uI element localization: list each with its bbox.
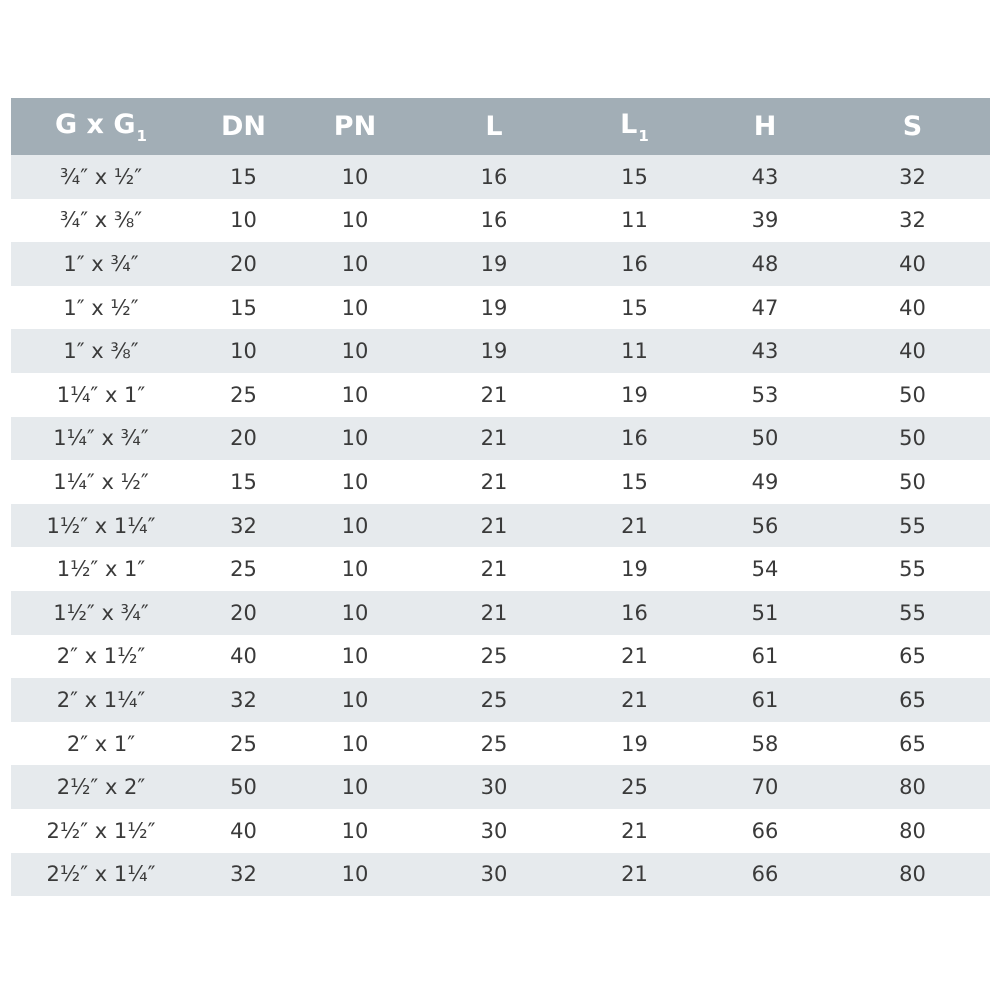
table-cell-l: 19 <box>480 295 508 320</box>
table-body <box>11 155 990 896</box>
column-header-subscript: 1 <box>638 126 649 145</box>
table-cell-l1: 21 <box>621 687 648 712</box>
table-cell-pn: 10 <box>341 775 369 800</box>
table-cell-dn: 40 <box>230 818 257 843</box>
table-cell-thread-size: 2″ x 1½″ <box>56 644 146 669</box>
table-cell-h: 43 <box>751 164 779 189</box>
table-cell-h: 47 <box>751 295 779 320</box>
table-cell-pn: 10 <box>341 557 369 582</box>
table-row <box>11 286 990 330</box>
table-cell-pn: 10 <box>341 208 369 233</box>
table-cell-s: 40 <box>899 251 926 276</box>
table-cell-l1: 15 <box>621 164 648 189</box>
table-row <box>11 460 990 504</box>
column-header-l1 <box>574 98 695 155</box>
table-cell-thread-size: 2½″ x 1¼″ <box>46 862 156 887</box>
table-cell-pn: 10 <box>341 164 369 189</box>
table-cell-pn: 10 <box>341 644 369 669</box>
table-cell-l: 25 <box>480 687 508 712</box>
table-cell-dn: 15 <box>230 295 257 320</box>
table-cell-s: 50 <box>899 382 926 407</box>
table-cell-dn: 32 <box>230 862 257 887</box>
table-cell-h: 53 <box>751 382 779 407</box>
table-cell-h: 58 <box>751 731 779 756</box>
table-cell-dn: 32 <box>230 687 257 712</box>
table-cell-pn: 10 <box>341 687 369 712</box>
table-cell-thread-size: 1″ x ¾″ <box>63 251 139 276</box>
table-cell-l1: 16 <box>621 251 648 276</box>
table-cell-pn: 10 <box>341 731 369 756</box>
table-cell-thread-size: 1¼″ x ½″ <box>53 469 149 494</box>
table-cell-s: 80 <box>899 862 926 887</box>
table-cell-l: 30 <box>480 818 508 843</box>
column-header-pn <box>296 98 414 155</box>
table-row <box>11 591 990 635</box>
table-cell-thread-size: ¾″ x ½″ <box>59 164 143 189</box>
table-cell-h: 61 <box>751 687 779 712</box>
table-cell-s: 40 <box>899 339 926 364</box>
table-cell-h: 48 <box>751 251 779 276</box>
table-cell-pn: 10 <box>341 339 369 364</box>
table-cell-l: 21 <box>480 513 508 538</box>
table-cell-dn: 20 <box>230 600 257 625</box>
table-row <box>11 853 990 897</box>
table-cell-h: 39 <box>751 208 779 233</box>
table-cell-l: 25 <box>480 731 508 756</box>
table-cell-l1: 19 <box>621 382 648 407</box>
table-cell-thread-size: 1″ x ⅜″ <box>63 339 139 364</box>
column-header-s <box>835 98 990 155</box>
table-cell-s: 65 <box>899 644 926 669</box>
table-cell-l: 16 <box>480 208 508 233</box>
table-cell-s: 80 <box>899 818 926 843</box>
table-cell-l1: 15 <box>621 469 648 494</box>
table-cell-dn: 10 <box>230 339 257 364</box>
table-cell-l1: 21 <box>621 818 648 843</box>
column-header-dn <box>191 98 296 155</box>
table-cell-l: 16 <box>480 164 508 189</box>
dimension-table <box>11 98 990 896</box>
table-cell-h: 50 <box>751 426 779 451</box>
table-cell-pn: 10 <box>341 600 369 625</box>
table-cell-h: 43 <box>751 339 779 364</box>
table-header-row <box>11 98 990 155</box>
table-cell-dn: 25 <box>230 382 257 407</box>
table-row <box>11 504 990 548</box>
column-header-label: DN <box>220 111 266 142</box>
table-row <box>11 373 990 417</box>
table-cell-pn: 10 <box>341 251 369 276</box>
table-cell-pn: 10 <box>341 862 369 887</box>
table-cell-l: 21 <box>480 600 508 625</box>
table-cell-dn: 25 <box>230 731 257 756</box>
table-cell-s: 32 <box>899 208 926 233</box>
table-cell-l: 21 <box>480 557 508 582</box>
table-row <box>11 635 990 679</box>
table-row <box>11 678 990 722</box>
table-cell-l1: 11 <box>621 339 648 364</box>
table-cell-thread-size: 2½″ x 1½″ <box>46 818 156 843</box>
table-cell-h: 66 <box>751 862 779 887</box>
table-cell-h: 56 <box>751 513 779 538</box>
table-cell-l1: 16 <box>621 600 648 625</box>
table-cell-pn: 10 <box>341 469 369 494</box>
column-header-h <box>695 98 835 155</box>
table-cell-h: 54 <box>751 557 779 582</box>
table-cell-pn: 10 <box>341 426 369 451</box>
table-cell-dn: 15 <box>230 469 257 494</box>
table-cell-thread-size: ¾″ x ⅜″ <box>59 208 143 233</box>
table-row <box>11 329 990 373</box>
table-cell-pn: 10 <box>341 295 369 320</box>
table-cell-pn: 10 <box>341 382 369 407</box>
table-cell-thread-size: 2″ x 1″ <box>66 731 136 756</box>
table-cell-dn: 15 <box>230 164 257 189</box>
column-header-label: L <box>620 108 638 140</box>
table-cell-l: 19 <box>480 251 508 276</box>
table-cell-thread-size: 1″ x ½″ <box>63 295 139 320</box>
table-cell-pn: 10 <box>341 513 369 538</box>
column-header-label: G x G <box>55 108 136 140</box>
table-cell-thread-size: 1½″ x 1¼″ <box>46 513 156 538</box>
table-cell-s: 55 <box>899 513 926 538</box>
table-cell-dn: 40 <box>230 644 257 669</box>
table-cell-l1: 19 <box>621 557 648 582</box>
table-cell-l: 30 <box>480 862 508 887</box>
column-header-l <box>414 98 574 155</box>
dimension-table-container <box>11 98 990 896</box>
column-header-thread-size <box>11 98 191 155</box>
table-cell-l1: 11 <box>621 208 648 233</box>
table-cell-thread-size: 1½″ x 1″ <box>56 557 146 582</box>
table-cell-l1: 25 <box>621 775 648 800</box>
table-row <box>11 242 990 286</box>
table-cell-dn: 25 <box>230 557 257 582</box>
table-cell-l1: 21 <box>621 513 648 538</box>
table-cell-l1: 21 <box>621 644 648 669</box>
table-row <box>11 199 990 243</box>
table-cell-h: 70 <box>751 775 779 800</box>
column-header-label: S <box>902 111 923 142</box>
table-cell-h: 49 <box>751 469 779 494</box>
table-cell-h: 51 <box>751 600 779 625</box>
table-cell-dn: 32 <box>230 513 257 538</box>
table-cell-s: 50 <box>899 426 926 451</box>
table-row <box>11 155 990 199</box>
table-cell-dn: 20 <box>230 251 257 276</box>
table-cell-s: 65 <box>899 731 926 756</box>
table-cell-thread-size: 1¼″ x 1″ <box>56 382 146 407</box>
table-cell-h: 61 <box>751 644 779 669</box>
table-cell-s: 80 <box>899 775 926 800</box>
table-cell-l1: 19 <box>621 731 648 756</box>
table-cell-thread-size: 1½″ x ¾″ <box>53 600 149 625</box>
table-cell-s: 65 <box>899 687 926 712</box>
table-cell-h: 66 <box>751 818 779 843</box>
table-cell-s: 55 <box>899 557 926 582</box>
table-cell-pn: 10 <box>341 818 369 843</box>
table-cell-s: 55 <box>899 600 926 625</box>
column-header-subscript: 1 <box>136 126 147 145</box>
table-cell-dn: 50 <box>230 775 257 800</box>
table-row <box>11 765 990 809</box>
table-cell-l1: 15 <box>621 295 648 320</box>
table-cell-l1: 21 <box>621 862 648 887</box>
table-row <box>11 809 990 853</box>
table-cell-s: 32 <box>899 164 926 189</box>
table-cell-l: 25 <box>480 644 508 669</box>
table-cell-thread-size: 1¼″ x ¾″ <box>53 426 149 451</box>
table-cell-dn: 20 <box>230 426 257 451</box>
table-cell-s: 50 <box>899 469 926 494</box>
table-cell-thread-size: 2½″ x 2″ <box>56 775 146 800</box>
table-row <box>11 722 990 766</box>
table-cell-l: 21 <box>480 382 508 407</box>
table-cell-l: 21 <box>480 469 508 494</box>
table-cell-dn: 10 <box>230 208 257 233</box>
table-row <box>11 417 990 461</box>
table-cell-l: 30 <box>480 775 508 800</box>
table-cell-l1: 16 <box>621 426 648 451</box>
table-cell-s: 40 <box>899 295 926 320</box>
table-cell-thread-size: 2″ x 1¼″ <box>56 687 146 712</box>
column-header-label: PN <box>333 111 377 142</box>
table-row <box>11 547 990 591</box>
table-cell-l: 21 <box>480 426 508 451</box>
table-cell-l: 19 <box>480 339 508 364</box>
column-header-label: L <box>485 111 503 142</box>
column-header-label: H <box>753 111 777 142</box>
